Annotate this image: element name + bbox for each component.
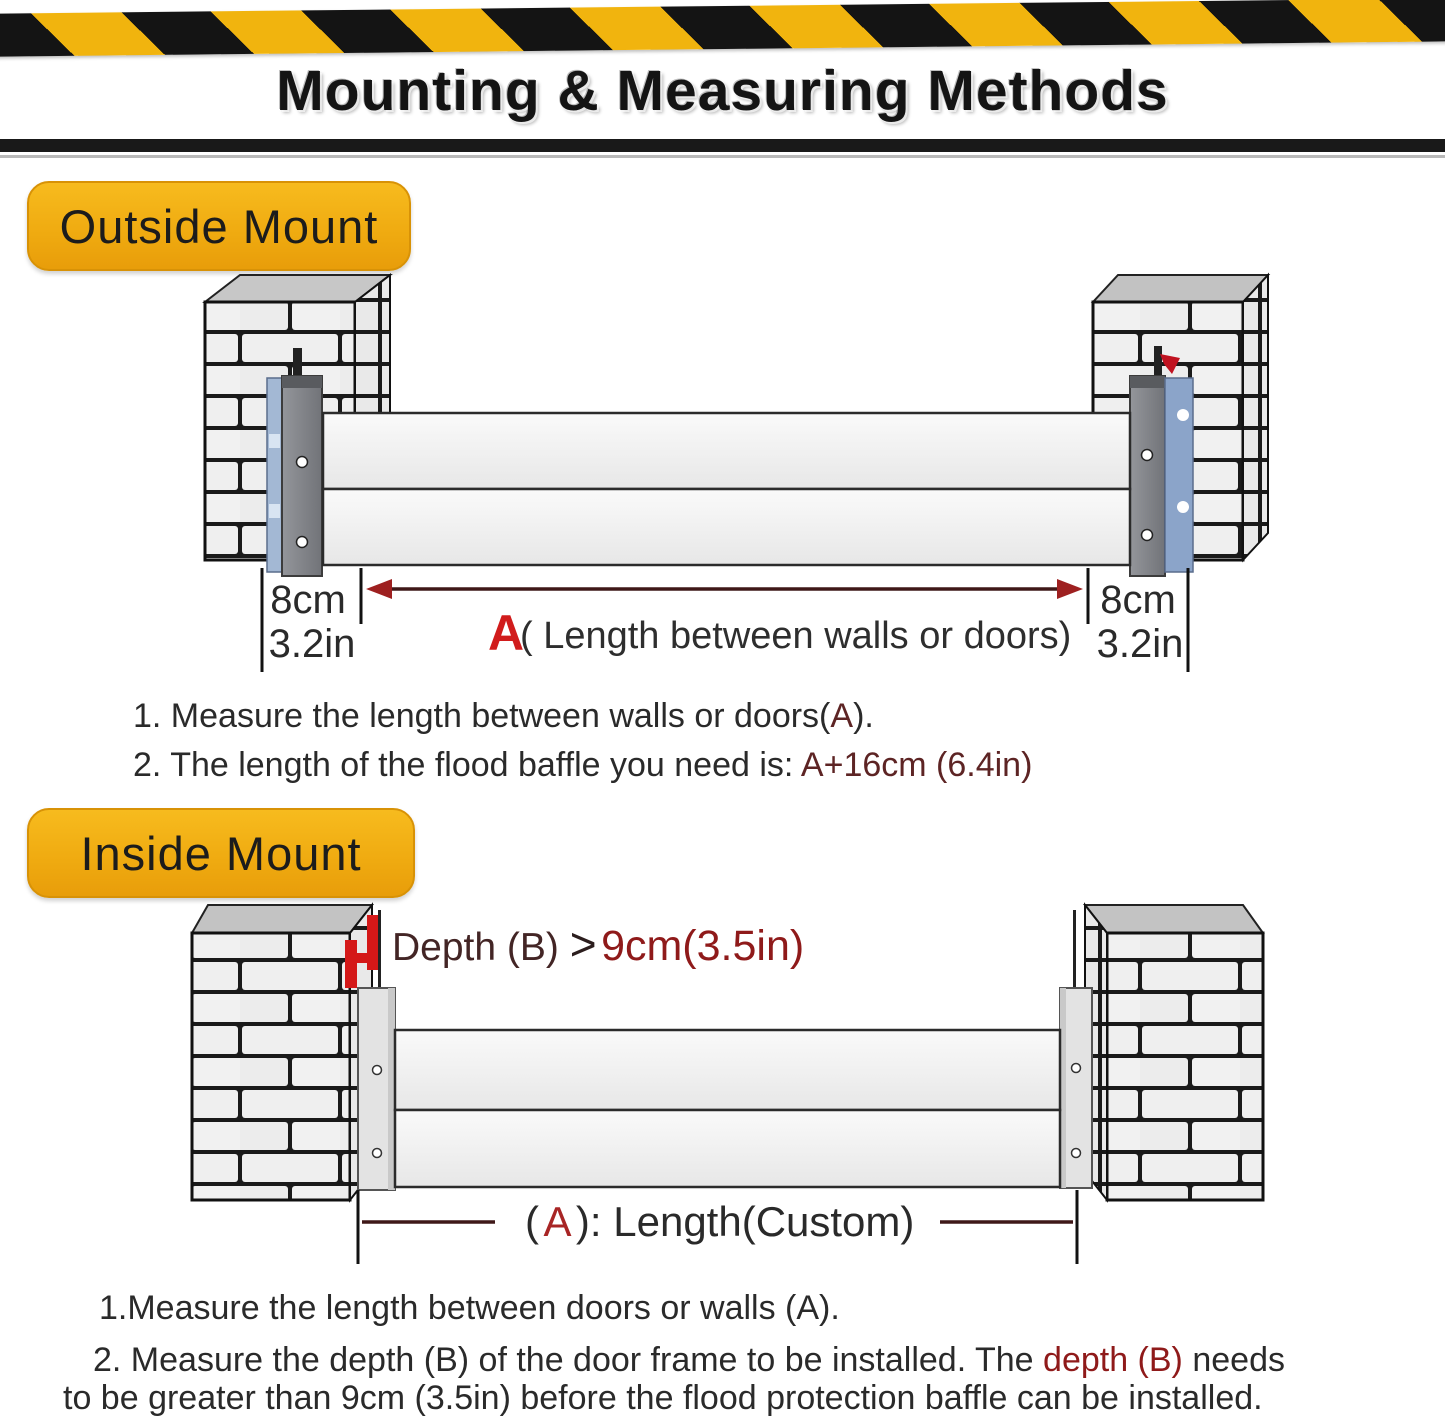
- span-label-a: A: [488, 605, 525, 661]
- length-label: ( A ): Length(Custom): [525, 1198, 915, 1245]
- outside-step-2: 2. The length of the flood baffle you need is: A+16cm (6.4in): [133, 746, 1033, 784]
- inside-step-2-cont: to be greater than 9cm (3.5in) before the flood protection baffle can be installed.: [63, 1379, 1263, 1417]
- page-title: Mounting & Measuring Methods: [276, 59, 1169, 123]
- outside-dimensions: [262, 568, 1188, 672]
- outside-mount-diagram: [140, 268, 1340, 673]
- outside-mount-badge: [27, 181, 411, 271]
- dim-left-in-label: 3.2in: [268, 622, 356, 666]
- inside-left-bracket: [358, 988, 395, 1190]
- inside-flood-barrier: [395, 1030, 1060, 1187]
- inside-dimensions: [358, 1190, 1077, 1264]
- inside-step-2: 2. Measure the depth (B) of the door frame to be installed. The depth (B) needs: [93, 1341, 1285, 1379]
- inside-mount-diagram: [140, 896, 1340, 1286]
- outside-right-bracket: [1130, 346, 1193, 576]
- outside-mount-badge-label: Outside Mount: [59, 199, 379, 253]
- depth-label: Depth (B) > 9cm(3.5in): [392, 918, 805, 970]
- outside-step-1: 1. Measure the length between walls or doors(A).: [133, 697, 874, 735]
- outside-mount-steps: [133, 692, 1032, 790]
- outside-left-bracket: [267, 348, 322, 576]
- dim-right-cm-label: 8cm: [1100, 578, 1176, 622]
- title-divider-thin: [0, 155, 1445, 158]
- outside-flood-barrier: [323, 413, 1130, 565]
- inside-step-1: 1.Measure the length between doors or walls (A).: [99, 1289, 840, 1327]
- title-divider: [0, 139, 1445, 152]
- span-label-text: ( Length between walls or doors): [520, 615, 1072, 657]
- hazard-stripe: [0, 0, 1445, 57]
- inside-mount-badge: [27, 808, 415, 898]
- dim-left-cm-label: 8cm: [270, 578, 346, 622]
- inside-mount-badge-label: Inside Mount: [80, 826, 362, 880]
- dim-right-in-label: 3.2in: [1096, 622, 1184, 666]
- inside-right-pillar: [1085, 905, 1263, 1200]
